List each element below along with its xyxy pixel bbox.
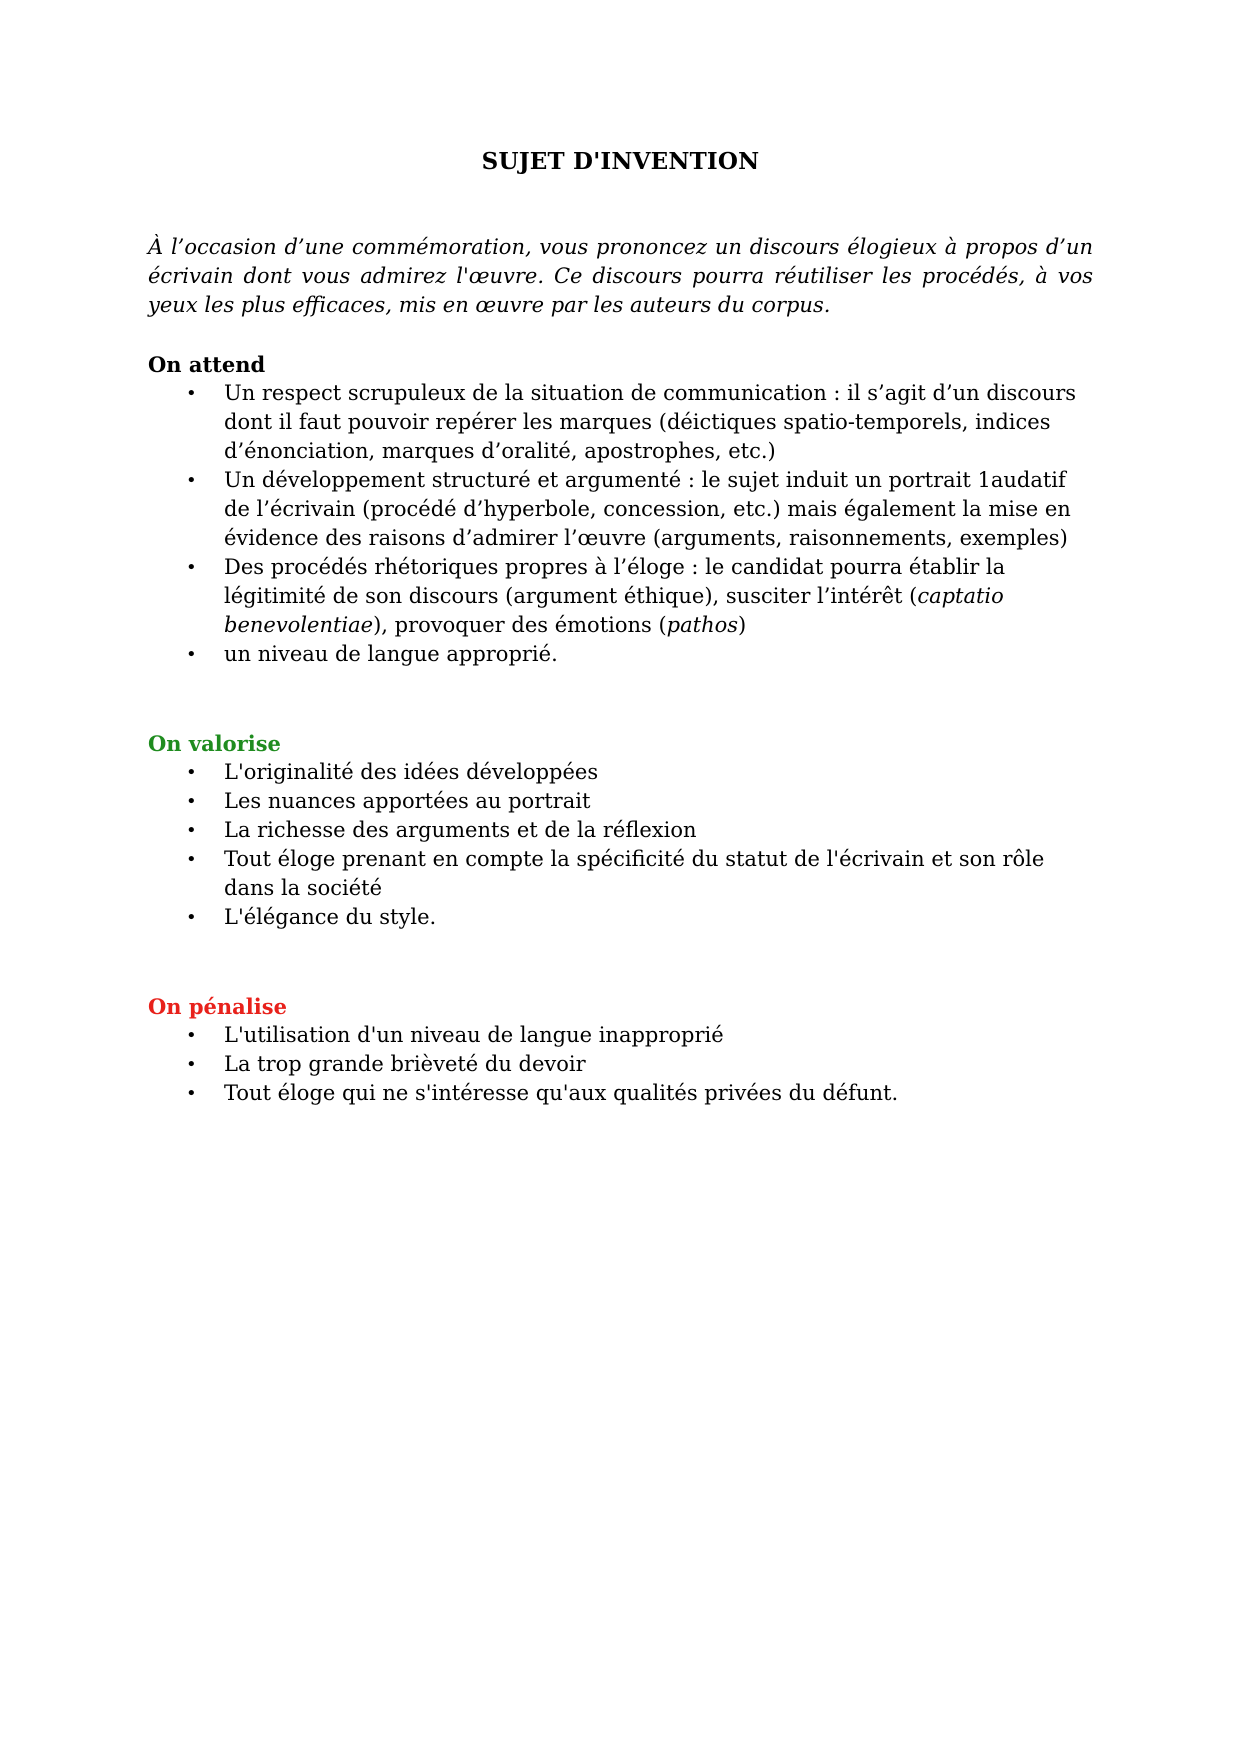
bullet-icon: •: [186, 470, 197, 491]
list-item-text: Un respect scrupuleux de la situation de communication : il s’agit d’un discours dont il faut pouvoir repérer les marques (déictiques spatio-temporels, indices d’énonciation, marques d’oralité, apostrophes, etc.): [224, 381, 1077, 463]
bullet-icon: •: [186, 791, 197, 812]
list-item-text: Tout éloge prenant en compte la spécificité du statut de l'écrivain et son rôle dans la société: [224, 847, 1045, 900]
list-item: [148, 816, 1093, 845]
bullet-icon: •: [186, 557, 197, 578]
attend-heading: On attend: [148, 352, 266, 377]
list-item-text: L'utilisation d'un niveau de langue inapproprié: [224, 1023, 724, 1047]
list-item-italic-text: captatio benevolentiae: [224, 584, 1004, 637]
list-item: [148, 787, 1093, 816]
bullet-icon: •: [186, 1054, 197, 1075]
list-item: [148, 1050, 1093, 1079]
list-item-text: Un développement structuré et argumenté : le sujet induit un portrait 1audatif de l’écrivain (procédé d’hyperbole, concession, etc.) mais également la mise en évidence des raisons d’admirer l’œuvre (arguments, raisonnements, exemples): [224, 468, 1071, 550]
list-item-text: Des procédés rhétoriques propres à l’éloge : le candidat pourra établir la légitimité de son discours (argument éthique), susciter l’intérêt (: [224, 555, 1006, 608]
list-item-text: Tout éloge qui ne s'intéresse qu'aux qualités privées du défunt.: [224, 1081, 899, 1105]
bullet-icon: •: [186, 849, 197, 870]
list-item-italic-text: pathos: [666, 613, 739, 637]
bullet-icon: •: [186, 644, 197, 665]
penalise-heading: On pénalise: [148, 994, 287, 1019]
list-item: [148, 466, 1093, 553]
list-item-text: L'élégance du style.: [224, 905, 437, 929]
bullet-icon: •: [186, 383, 197, 404]
bullet-icon: •: [186, 1025, 197, 1046]
list-item: [148, 640, 1093, 669]
list-item-text: La richesse des arguments et de la réflexion: [224, 818, 697, 842]
bullet-icon: •: [186, 1083, 197, 1104]
list-item-text: un niveau de langue approprié.: [224, 642, 558, 666]
list-item: [148, 845, 1093, 903]
list-item: [148, 553, 1093, 640]
list-item: [148, 379, 1093, 466]
valorise-list: [148, 758, 1093, 932]
attend-list: [148, 379, 1093, 669]
bullet-icon: •: [186, 762, 197, 783]
section-valorise: [148, 729, 1093, 932]
list-item-text: Les nuances apportées au portrait: [224, 789, 591, 813]
section-attend: [148, 350, 1093, 669]
list-item-text: ): [738, 613, 747, 637]
list-item-text: ), provoquer des émotions (: [373, 613, 667, 637]
list-item-text: La trop grande brièveté du devoir: [224, 1052, 586, 1076]
list-item: [148, 1021, 1093, 1050]
list-item-text: L'originalité des idées développées: [224, 760, 599, 784]
bullet-icon: •: [186, 820, 197, 841]
bullet-icon: •: [186, 907, 197, 928]
list-item: [148, 1079, 1093, 1108]
valorise-heading: On valorise: [148, 731, 281, 756]
document-content: [148, 148, 1093, 1108]
section-penalise: [148, 992, 1093, 1108]
list-item: [148, 903, 1093, 932]
page-title: SUJET D'INVENTION: [481, 148, 760, 175]
list-item: [148, 758, 1093, 787]
intro-paragraph: À l’occasion d’une commémoration, vous prononcez un discours élogieux à propos d’un écrivain dont vous admirez l'œuvre. Ce discours pourra réutiliser les procédés, à vos yeux les plus efficaces, mis en œuvre par les auteurs du corpus.: [148, 235, 1093, 317]
penalise-list: [148, 1021, 1093, 1108]
